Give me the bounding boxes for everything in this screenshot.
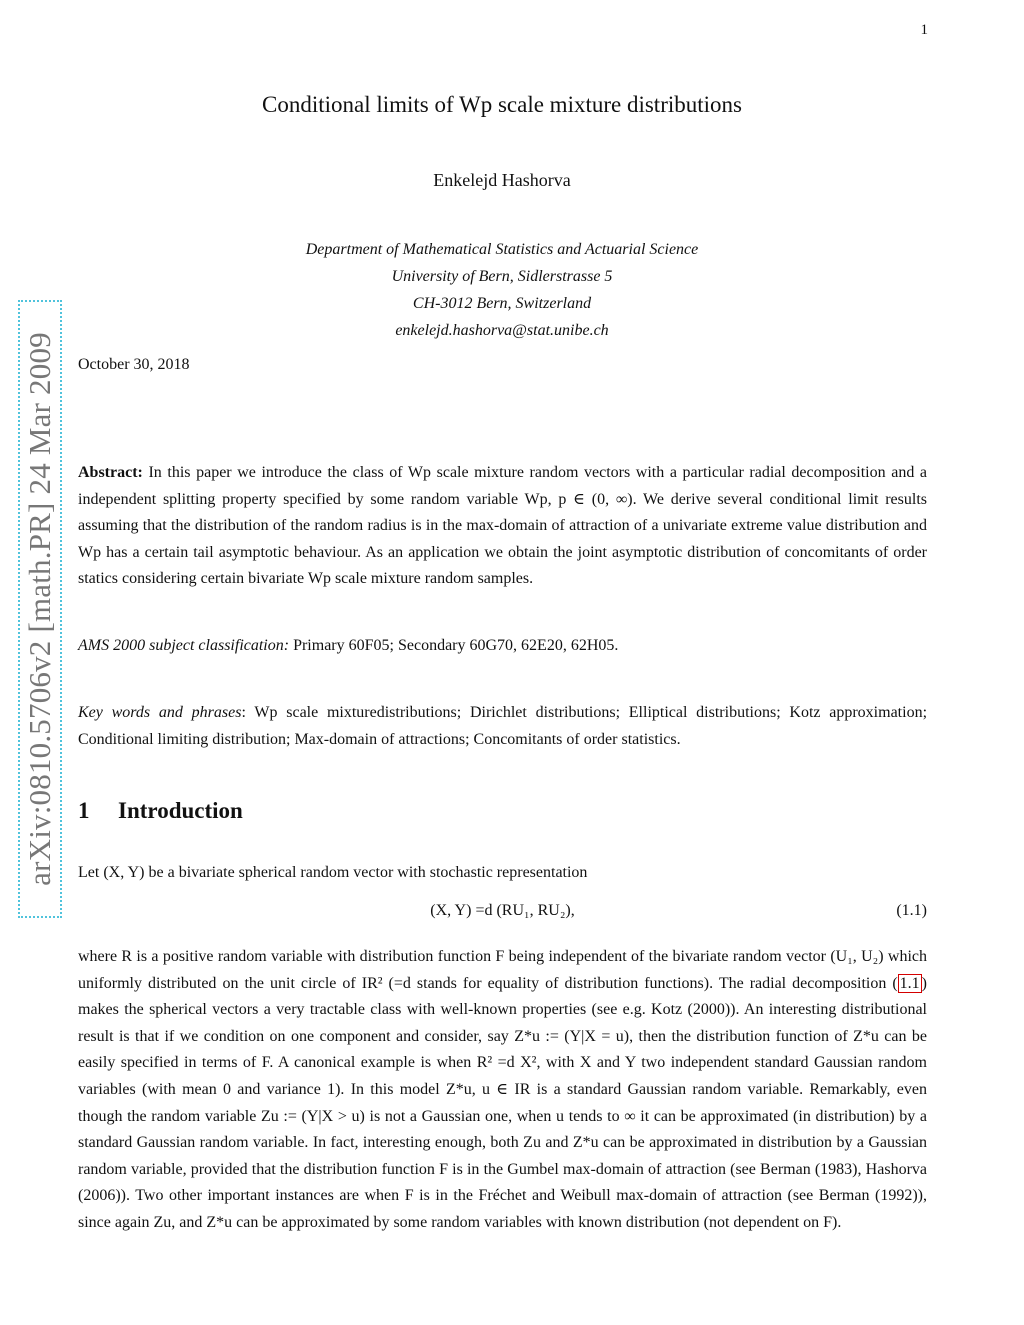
- keywords-label: Key words and phrases: [78, 704, 242, 721]
- paper-date: October 30, 2018: [78, 356, 190, 373]
- intro-text-part-2: ) makes the spherical vectors a very tractable class with well-known properties (see e.g. Kotz (2000)). An interesting distributional result is that if we condition on one component and consider, say Z*u := (Y|X = u), then the distribution function of Z*u can be easily specified in terms of F. A canonical example is when R² =d X², with X and Y two independent standard Gaussian random variables (with mean 0 and variance 1). In this model Z*u, u ∈ IR is a standard Gaussian random variable. Remarkably, even though the random variable Zu := (Y|X > u) is not a Gaussian one, when u tends to ∞ it can be approximated (in distribution) by a standard Gaussian random variable. In fact, interesting enough, both Zu and Z*u can be approximated in distribution by a Gaussian random variable, provided that the distribution function F is in the Gumbel max-domain of attraction (see Berman (1983), Hashorva (2006)). Two other important instances are when F is in the Fréchet and Weibull max-domain of attraction (see Berman (1992)), since again Zu, and Z*u can be approximated by some random variables with known distribution (not dependent on F).: [78, 974, 927, 1231]
- abstract-label: Abstract:: [78, 464, 143, 481]
- author-name: Enkelejd Hashorva: [433, 170, 571, 190]
- author-email: enkelejd.hashorva@stat.unibe.ch: [395, 322, 609, 339]
- ams-classification: [78, 633, 927, 660]
- affiliation-university: University of Bern, Sidlerstrasse 5: [391, 268, 613, 285]
- ams-label: AMS 2000 subject classification:: [78, 637, 290, 654]
- abstract-text: In this paper we introduce the class of Wp scale mixture random vectors with a particular radial decomposition and a independent splitting property specified by some random variable Wp, p ∈ (0, ∞). We derive several conditional limit results assuming that the distribution of the random radius is in the max-domain of attraction of a univariate extreme value distribution and Wp has a certain tail asymptotic behaviour. As an application we obtain the joint asymptotic distribution of concomitants of order statics considering certain bivariate Wp scale mixture random samples.: [78, 464, 928, 588]
- ams-text: Primary 60F05; Secondary 60G70, 62E20, 62H05.: [293, 637, 619, 654]
- section-number: 1: [78, 798, 90, 823]
- equation-body: (X, Y) =d (RU₁, RU₂),: [430, 902, 575, 919]
- intro-body-paragraph: [78, 944, 927, 1237]
- arxiv-stamp: [18, 300, 62, 918]
- equation-number: (1.1): [896, 902, 927, 919]
- equation-1-1: [78, 902, 927, 928]
- keywords: [78, 700, 927, 753]
- equation-reference-link[interactable]: 1.1: [899, 974, 920, 992]
- paper-title: Conditional limits of Wp scale mixture distributions: [262, 92, 742, 117]
- intro-text-part-1: where R is a positive random variable with distribution function F being independent of the bivariate random vector (U₁, U₂) which uniformly distributed on the unit circle of IR² (=d stands for equality of distribution functions). The radial decomposition (: [78, 948, 927, 992]
- affiliation-department: Department of Mathematical Statistics and Actuarial Science: [305, 241, 699, 258]
- section-heading-introduction: [78, 798, 243, 824]
- affiliation-city: CH-3012 Bern, Switzerland: [412, 295, 592, 312]
- intro-lead-paragraph: Let (X, Y) be a bivariate spherical random vector with stochastic representation: [78, 864, 588, 881]
- section-title: Introduction: [118, 798, 243, 823]
- abstract: [78, 460, 927, 593]
- affiliation-block: [0, 236, 1004, 344]
- keywords-text: : Wp scale mixturedistributions; Dirichlet distributions; Elliptical distributions; Kotz approximation; Conditional limiting distribution; Max-domain of attractions; Concomitants of order statistics.: [78, 704, 928, 748]
- page-number: 1: [920, 22, 928, 38]
- arxiv-id: arXiv:0810.5706v2 [math.PR] 24 Mar 2009: [22, 332, 57, 886]
